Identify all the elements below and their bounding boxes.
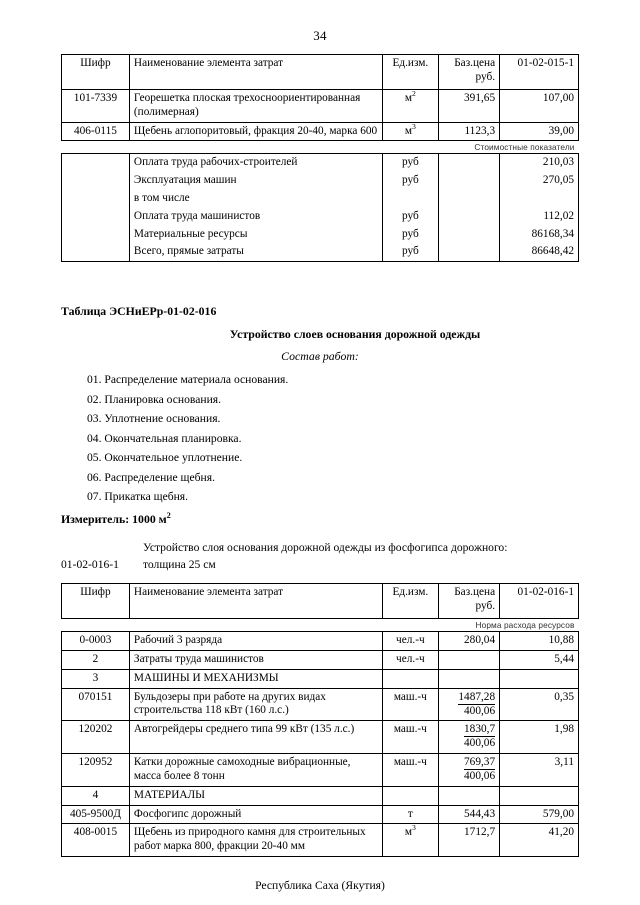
table-row xyxy=(62,721,579,754)
table1-header-value: 01-02-015-1 xyxy=(500,55,579,90)
table2-row2-unit xyxy=(382,669,438,688)
table2-row4-name: Автогрейдеры среднего типа 99 кВт (135 л.с.) xyxy=(129,721,382,754)
table2-row7-unit: т xyxy=(382,805,438,824)
fraction xyxy=(458,691,495,718)
table2-row7-name: Фосфогипс дорожный xyxy=(129,805,382,824)
table2-row1-name: Затраты труда машинистов xyxy=(129,651,382,670)
table-caption: Таблица ЭСНиЕРр-01-02-016 xyxy=(61,304,217,319)
works-list xyxy=(61,373,579,503)
table2-row8-price: 1712,7 xyxy=(438,824,499,857)
table1-sum1-name: Эксплуатация машин xyxy=(129,172,382,190)
table2-banner-label: Норма расхода ресурсов xyxy=(62,619,579,632)
table1-sum2-name: в том числе xyxy=(129,190,382,208)
table2-row3-price-den: 400,06 xyxy=(464,704,496,717)
section-code-text: толщина 25 см xyxy=(143,558,216,572)
table2-row1-shifr: 2 xyxy=(62,651,130,670)
table2-row6-unit xyxy=(382,786,438,805)
list-item: 05. Окончательное уплотнение. xyxy=(87,451,243,465)
table2-header-shifr: Шифр xyxy=(62,584,130,619)
table2-row3-price-num: 1487,28 xyxy=(458,690,496,703)
table1-sum3-unit: руб xyxy=(382,208,438,226)
table1-sum5-name: Всего, прямые затраты xyxy=(129,243,382,261)
table2-row6-name: МАТЕРИАЛЫ xyxy=(129,786,382,805)
table-row xyxy=(62,208,579,226)
table1-header-price xyxy=(438,55,499,90)
table2-row2-name: МАШИНЫ И МЕХАНИЗМЫ xyxy=(129,669,382,688)
list-item: 03. Уплотнение основания. xyxy=(87,412,221,426)
table2-header-value: 01-02-016-1 xyxy=(500,584,579,619)
table1-row0-shifr: 101-7339 xyxy=(62,90,130,123)
table1-sum4-name: Материальные ресурсы xyxy=(129,226,382,244)
table-row xyxy=(62,632,579,651)
table2-banner-row xyxy=(62,619,579,632)
table2-row7-shifr: 405-9500Д xyxy=(62,805,130,824)
table2-row5-shifr: 120952 xyxy=(62,754,130,787)
list-item: 04. Окончательная планировка. xyxy=(87,431,242,445)
table1-header-shifr: Шифр xyxy=(62,55,130,90)
table1-header xyxy=(62,55,579,90)
table1-row1-unit-sup: 3 xyxy=(412,121,416,131)
list-item: 06. Распределение щебня. xyxy=(87,470,215,484)
table-row xyxy=(62,90,579,123)
table1-sum3-price xyxy=(438,208,499,226)
table1-sum4-price xyxy=(438,226,499,244)
table2-row6-shifr: 4 xyxy=(62,786,130,805)
table-row xyxy=(62,226,579,244)
table2-row7-price: 544,43 xyxy=(438,805,499,824)
table2-header-price-line1: Баз.цена xyxy=(454,586,496,599)
section-code: 01-02-016-1 xyxy=(61,558,119,572)
table1-sum0-unit: руб xyxy=(382,154,438,172)
izmeritel-sup: 2 xyxy=(166,511,171,521)
table2-row8-unit-text: м xyxy=(404,826,412,839)
table2-row0-price: 280,04 xyxy=(438,632,499,651)
table2-row6-value xyxy=(500,786,579,805)
izmeritel-label: Измеритель: 1000 м xyxy=(61,512,167,527)
table2-header-name: Наименование элемента затрат xyxy=(129,584,382,619)
page-number: 34 xyxy=(313,28,327,43)
table1-body xyxy=(62,90,579,262)
table1-row1-price: 1123,3 xyxy=(438,122,499,141)
resource-table-01-02-016-1 xyxy=(61,583,579,857)
table2-row3-value: 0,35 xyxy=(500,688,579,721)
table1-sum0-shifr xyxy=(62,154,130,172)
table-row xyxy=(62,172,579,190)
table2-row5-value: 3,11 xyxy=(500,754,579,787)
table2-header-price xyxy=(438,584,499,619)
table1-sum5-unit: руб xyxy=(382,243,438,261)
table2-row8-shifr: 408-0015 xyxy=(62,824,130,857)
table2-row8-unit xyxy=(382,824,438,857)
table2-row5-unit: маш.-ч xyxy=(382,754,438,787)
table2-header-unit: Ед.изм. xyxy=(382,584,438,619)
table2-row4-price-num: 1830,7 xyxy=(464,723,496,736)
table1-sum2-value xyxy=(500,190,579,208)
table-row xyxy=(62,154,579,172)
table1-sum1-price xyxy=(438,172,499,190)
table1-sum1-shifr xyxy=(62,172,130,190)
table1-header-name: Наименование элемента затрат xyxy=(129,55,382,90)
table1-sum3-shifr xyxy=(62,208,130,226)
page-footer: Республика Саха (Якутия) xyxy=(255,879,385,893)
section-block xyxy=(61,304,579,571)
table1-sum0-name: Оплата труда рабочих-строителей xyxy=(129,154,382,172)
table2-row2-shifr: 3 xyxy=(62,669,130,688)
table2-row5-price-den: 400,06 xyxy=(464,770,496,783)
table2-row5-price xyxy=(438,754,499,787)
fraction xyxy=(464,723,495,750)
table1-banner-row xyxy=(62,141,579,154)
table2-header-price-line2: руб. xyxy=(475,599,496,612)
table1-row1-unit-text: м xyxy=(404,124,412,137)
table1-row1-unit xyxy=(382,122,438,141)
table2-row0-shifr: 0-0003 xyxy=(62,632,130,651)
table-row xyxy=(62,688,579,721)
sostav-label: Состав работ: xyxy=(281,349,359,364)
table1-row0-price: 391,65 xyxy=(438,90,499,123)
table1-sum0-price xyxy=(438,154,499,172)
table2-row4-price-den: 400,06 xyxy=(464,737,496,750)
table1-header-row xyxy=(62,55,579,90)
table2-row4-unit: маш.-ч xyxy=(382,721,438,754)
table2-header-row xyxy=(62,584,579,619)
list-item: 01. Распределение материала основания. xyxy=(87,373,289,387)
table1-row0-value: 107,00 xyxy=(500,90,579,123)
table1-sum5-price xyxy=(438,243,499,261)
table1-header-unit: Ед.изм. xyxy=(382,55,438,90)
table2-row3-shifr: 070151 xyxy=(62,688,130,721)
table2-body xyxy=(62,619,579,857)
table2-row7-value: 579,00 xyxy=(500,805,579,824)
table2-row8-unit-sup: 3 xyxy=(412,823,416,833)
table-row xyxy=(62,243,579,261)
table2-row8-name: Щебень из природного камня для строительных работ марка 800, фракции 20-40 мм xyxy=(129,824,382,857)
table-row xyxy=(62,122,579,141)
table-row xyxy=(62,805,579,824)
table1-row0-unit-text: м xyxy=(404,92,412,104)
table-row xyxy=(62,669,579,688)
table1-header-price-line2: руб. xyxy=(475,70,496,83)
section-description: Устройство слоя основания дорожной одежды из фосфогипса дорожного: xyxy=(143,541,508,555)
table1-row0-unit-sup: 2 xyxy=(412,89,416,99)
table2-row0-name: Рабочий 3 разряда xyxy=(129,632,382,651)
table1-sum4-unit: руб xyxy=(382,226,438,244)
table2-row1-price xyxy=(438,651,499,670)
table-row xyxy=(62,786,579,805)
table1-sum0-value: 210,03 xyxy=(500,154,579,172)
table2-row0-value: 10,88 xyxy=(500,632,579,651)
table1-row1-value: 39,00 xyxy=(500,122,579,141)
table2-row3-price xyxy=(438,688,499,721)
cost-table-01-02-015-1 xyxy=(61,54,579,262)
table-row xyxy=(62,651,579,670)
table1-sum2-unit xyxy=(382,190,438,208)
table2-row3-name: Бульдозеры при работе на других видах строительства 118 кВт (160 л.с.) xyxy=(129,688,382,721)
table2-row4-shifr: 120202 xyxy=(62,721,130,754)
table1-sum5-shifr xyxy=(62,243,130,261)
table1-banner-label: Стоимостные показатели xyxy=(62,141,579,154)
table2-row2-price xyxy=(438,669,499,688)
table1-row0-name: Георешетка плоская трехосноориентированная (полимерная) xyxy=(129,90,382,123)
table1-row1-name: Щебень аглопоритовый, фракция 20-40, марка 600 xyxy=(129,122,382,141)
table1-sum1-unit: руб xyxy=(382,172,438,190)
table1-sum3-value: 112,02 xyxy=(500,208,579,226)
table2-row6-price xyxy=(438,786,499,805)
fraction xyxy=(464,756,495,783)
table2-row5-name: Катки дорожные самоходные вибрационные, масса более 8 тонн xyxy=(129,754,382,787)
table-row xyxy=(62,754,579,787)
table1-sum2-price xyxy=(438,190,499,208)
table1-row1-shifr: 406-0115 xyxy=(62,122,130,141)
table2-row0-unit: чел.-ч xyxy=(382,632,438,651)
table2-row4-price xyxy=(438,721,499,754)
table1-sum3-name: Оплата труда машинистов xyxy=(129,208,382,226)
table2-header xyxy=(62,584,579,619)
table2-row3-unit: маш.-ч xyxy=(382,688,438,721)
table1-sum1-value: 270,05 xyxy=(500,172,579,190)
izmeritel-line xyxy=(61,512,579,527)
list-item: 07. Прикатка щебня. xyxy=(87,490,189,504)
table2-row1-value: 5,44 xyxy=(500,651,579,670)
table2-row8-value: 41,20 xyxy=(500,824,579,857)
table1-sum4-value: 86168,34 xyxy=(500,226,579,244)
table2-row5-price-num: 769,37 xyxy=(464,756,496,769)
table-title: Устройство слоев основания дорожной одежды xyxy=(229,327,481,342)
table1-sum4-shifr xyxy=(62,226,130,244)
list-item: 02. Планировка основания. xyxy=(87,392,222,406)
table2-row4-value: 1,98 xyxy=(500,721,579,754)
table1-row0-unit xyxy=(382,90,438,123)
table1-header-price-line1: Баз.цена xyxy=(454,57,496,69)
section-code-line xyxy=(61,558,579,571)
table1-sum5-value: 86648,42 xyxy=(500,243,579,261)
table2-row2-value xyxy=(500,669,579,688)
table-row xyxy=(62,190,579,208)
table-row xyxy=(62,824,579,857)
table2-row1-unit: чел.-ч xyxy=(382,651,438,670)
table1-sum2-shifr xyxy=(62,190,130,208)
